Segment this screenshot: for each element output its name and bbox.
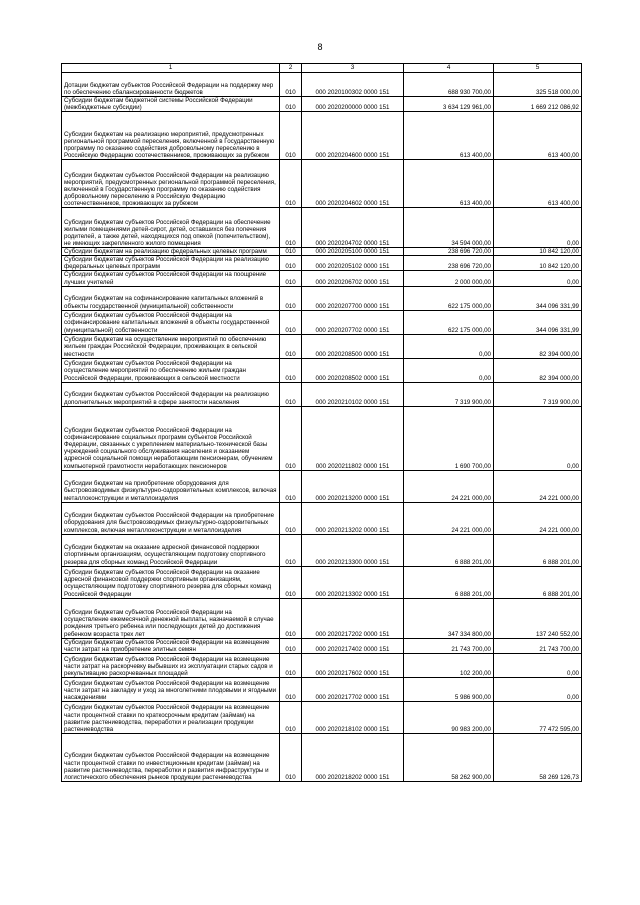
row-line-code: 010 (280, 310, 302, 334)
row-line-code: 010 (280, 73, 302, 97)
row-executed-amount: 24 221 000,00 (494, 470, 582, 502)
row-description: Субсидии бюджетам субъектов Российской Федерации на софинансирование социальных программ субъектов Российской Федерации, связанных с укреплением материально-технической базы учреждений социального обслуживания населения и оказанием адресной социальной помощи неработающим пенсионерам, обучением компьютерной грамотности неработающих пенсионеров (62, 406, 280, 470)
row-description: Субсидии бюджетам субъектов Российской Федерации на осуществление мероприятий по обеспечению жильем граждан Российской Федерации, проживающих в сельской местности (62, 358, 280, 382)
table-row (62, 502, 582, 534)
row-line-code: 010 (280, 334, 302, 358)
row-approved-amount: 3 634 129 961,00 (404, 97, 494, 112)
row-description: Субсидии бюджетам субъектов Российской Федерации на осуществление ежемесячной денежной выплаты, назначаемой в случае рождения третьего ребенка или последующих детей до достижения ребенком возраста трех лет (62, 598, 280, 638)
row-approved-amount: 613 400,00 (404, 112, 494, 160)
row-line-code: 010 (280, 470, 302, 502)
column-header: 5 (494, 64, 582, 73)
row-line-code: 010 (280, 406, 302, 470)
row-line-code: 010 (280, 598, 302, 638)
row-line-code: 010 (280, 358, 302, 382)
table-row (62, 97, 582, 112)
row-budget-code: 000 2020217202 0000 151 (302, 598, 404, 638)
row-budget-code: 000 2020208502 0000 151 (302, 358, 404, 382)
row-description: Субсидии бюджетам субъектов Российской Федерации на возмещение части затрат на приобретение элитных семян (62, 638, 280, 653)
row-description: Субсидии бюджетам субъектов Российской Федерации на возмещение части затрат на раскорчевку выбывших из эксплуатации старых садов и рекультивацию раскорчеванных площадей (62, 653, 280, 677)
table-row (62, 653, 582, 677)
row-budget-code: 000 2020208500 0000 151 (302, 334, 404, 358)
row-description: Субсидии бюджетам на приобретение оборудования для быстровозводимых физкультурно-оздоровительных комплексов, включая металлоконструкции и металлоизделия (62, 470, 280, 502)
row-description: Субсидии бюджетам субъектов Российской Федерации на оказание адресной финансовой поддержки спортивным организациям, осуществляющим подготовку спортивного резерва для сборных команд Российской Федерации (62, 566, 280, 598)
row-approved-amount: 34 594 000,00 (404, 208, 494, 248)
row-line-code: 010 (280, 566, 302, 598)
table-row (62, 256, 582, 271)
row-approved-amount: 622 175 000,00 (404, 310, 494, 334)
column-header: 4 (404, 64, 494, 73)
row-executed-amount: 6 888 201,00 (494, 534, 582, 566)
row-budget-code: 000 2020213200 0000 151 (302, 470, 404, 502)
table-row (62, 310, 582, 334)
row-description: Субсидии бюджетам субъектов Российской Федерации на обеспечение жилыми помещениями детей-сирот, детей, оставшихся без попечения родителей, а также детей, находящихся под опекой (попечительством), не имеющих закрепленного жилого помещения (62, 208, 280, 248)
row-budget-code: 000 2020217702 0000 151 (302, 677, 404, 701)
column-header: 3 (302, 64, 404, 73)
row-line-code: 010 (280, 248, 302, 256)
table-row (62, 160, 582, 208)
row-line-code: 010 (280, 286, 302, 310)
row-approved-amount: 58 262 900,00 (404, 733, 494, 781)
row-budget-code: 000 2020218202 0000 151 (302, 733, 404, 781)
row-executed-amount: 325 518 000,00 (494, 73, 582, 97)
row-line-code: 010 (280, 733, 302, 781)
row-line-code: 010 (280, 160, 302, 208)
row-executed-amount: 0,00 (494, 271, 582, 286)
row-approved-amount: 238 696 720,00 (404, 256, 494, 271)
row-approved-amount: 21 743 700,00 (404, 638, 494, 653)
row-approved-amount: 90 983 200,00 (404, 701, 494, 733)
row-budget-code: 000 2020207700 0000 151 (302, 286, 404, 310)
row-approved-amount: 0,00 (404, 334, 494, 358)
row-approved-amount: 1 690 700,00 (404, 406, 494, 470)
row-executed-amount: 58 269 126,73 (494, 733, 582, 781)
row-executed-amount: 0,00 (494, 677, 582, 701)
row-description: Субсидии бюджетам бюджетной системы Российской Федерации (межбюджетные субсидии) (62, 97, 280, 112)
row-line-code: 010 (280, 534, 302, 566)
table-row (62, 208, 582, 248)
row-executed-amount: 10 842 120,00 (494, 248, 582, 256)
row-executed-amount: 82 394 000,00 (494, 334, 582, 358)
table-row (62, 406, 582, 470)
row-line-code: 010 (280, 638, 302, 653)
row-description: Субсидии бюджетам на оказание адресной финансовой поддержки спортивным организациям, осуществляющим подготовку спортивного резерва для сборных команд Российской Федерации (62, 534, 280, 566)
row-executed-amount: 0,00 (494, 653, 582, 677)
row-executed-amount: 6 888 201,00 (494, 566, 582, 598)
row-budget-code: 000 2020217402 0000 151 (302, 638, 404, 653)
row-approved-amount: 102 200,00 (404, 653, 494, 677)
row-line-code: 010 (280, 653, 302, 677)
row-budget-code: 000 2020205100 0000 151 (302, 248, 404, 256)
row-description: Субсидии бюджетам субъектов Российской Федерации на софинансирование капитальных вложений в объекты государственной (муниципальной) собственности (62, 310, 280, 334)
row-description: Дотации бюджетам субъектов Российской Федерации на поддержку мер по обеспечению сбалансированности бюджетов (62, 73, 280, 97)
row-approved-amount: 6 888 201,00 (404, 566, 494, 598)
row-description: Субсидии бюджетам субъектов Российской Федерации на возмещение части затрат на закладку и уход за многолетними плодовыми и ягодными насаждениями (62, 677, 280, 701)
row-approved-amount: 24 221 000,00 (404, 470, 494, 502)
row-executed-amount: 7 319 900,00 (494, 382, 582, 406)
row-line-code: 010 (280, 256, 302, 271)
row-budget-code: 000 2020213300 0000 151 (302, 534, 404, 566)
row-budget-code: 000 2020211802 0000 151 (302, 406, 404, 470)
budget-table (61, 63, 582, 782)
row-description: Субсидии бюджетам на реализацию федеральных целевых программ (62, 248, 280, 256)
row-executed-amount: 613 400,00 (494, 160, 582, 208)
table-row (62, 598, 582, 638)
table-row (62, 470, 582, 502)
column-header: 1 (62, 64, 280, 73)
row-budget-code: 000 2020217602 0000 151 (302, 653, 404, 677)
row-budget-code: 000 2020204602 0000 151 (302, 160, 404, 208)
row-description: Субсидии бюджетам субъектов Российской Федерации на приобретение оборудования для быстровозводимых физкультурно-оздоровительных комплексов, включая металлоконструкции и металлоизделия (62, 502, 280, 534)
row-executed-amount: 21 743 700,00 (494, 638, 582, 653)
table-row (62, 534, 582, 566)
row-budget-code: 000 2020205102 0000 151 (302, 256, 404, 271)
table-row (62, 271, 582, 286)
row-executed-amount: 613 400,00 (494, 112, 582, 160)
row-approved-amount: 613 400,00 (404, 160, 494, 208)
row-description: Субсидии бюджетам на софинансирование капитальных вложений в объекты государственной (муниципальной) собственности (62, 286, 280, 310)
row-approved-amount: 238 696 720,00 (404, 248, 494, 256)
row-line-code: 010 (280, 97, 302, 112)
row-description: Субсидии бюджетам субъектов Российской Федерации на возмещение части процентной ставки по краткосрочным кредитам (займам) на развитие растениеводства, переработки и реализации продукции растениеводства (62, 701, 280, 733)
row-budget-code: 000 2020204702 0000 151 (302, 208, 404, 248)
row-description: Субсидии бюджетам субъектов Российской Федерации на реализацию мероприятий, предусмотренных региональной программой переселения, включенной в Государственную программу по оказанию содействия добровольному переселению в Российскую Федерацию соотечественников, проживающих за рубежом (62, 160, 280, 208)
row-executed-amount: 82 394 000,00 (494, 358, 582, 382)
row-line-code: 010 (280, 271, 302, 286)
row-line-code: 010 (280, 208, 302, 248)
row-approved-amount: 347 334 800,00 (404, 598, 494, 638)
row-executed-amount: 344 096 331,99 (494, 286, 582, 310)
row-description: Субсидии бюджетам на реализацию мероприятий, предусмотренных региональной программой переселения, включенной в Государственную программу по оказанию содействия добровольному переселению в Российскую Федерацию соотечественников, проживающих за рубежом (62, 112, 280, 160)
row-line-code: 010 (280, 502, 302, 534)
table-row (62, 638, 582, 653)
table-header-row (62, 64, 582, 73)
row-executed-amount: 24 221 000,00 (494, 502, 582, 534)
row-budget-code: 000 2020218102 0000 151 (302, 701, 404, 733)
row-approved-amount: 5 986 900,00 (404, 677, 494, 701)
row-executed-amount: 77 472 595,00 (494, 701, 582, 733)
row-executed-amount: 10 842 120,00 (494, 256, 582, 271)
row-budget-code: 000 2020204600 0000 151 (302, 112, 404, 160)
page-number: 8 (317, 42, 323, 52)
column-header: 2 (280, 64, 302, 73)
row-approved-amount: 7 319 900,00 (404, 382, 494, 406)
table-row (62, 677, 582, 701)
row-line-code: 010 (280, 382, 302, 406)
row-description: Субсидии бюджетам субъектов Российской Федерации на поощрение лучших учителей (62, 271, 280, 286)
row-executed-amount: 1 669 212 086,92 (494, 97, 582, 112)
row-line-code: 010 (280, 701, 302, 733)
table-row (62, 73, 582, 97)
row-description: Субсидии бюджетам субъектов Российской Федерации на возмещение части процентной ставки по инвестиционным кредитам (займам) на развитие растениеводства, переработки и развития инфраструктуры и логистического обеспечения рынков продукции растениеводства (62, 733, 280, 781)
row-budget-code: 000 2020210102 0000 151 (302, 382, 404, 406)
row-approved-amount: 24 221 000,00 (404, 502, 494, 534)
row-budget-code: 000 2020100302 0000 151 (302, 73, 404, 97)
row-executed-amount: 344 096 331,99 (494, 310, 582, 334)
table-row (62, 701, 582, 733)
row-executed-amount: 137 240 552,00 (494, 598, 582, 638)
row-description: Субсидии бюджетам субъектов Российской Федерации на реализацию дополнительных мероприятий в сфере занятости населения (62, 382, 280, 406)
row-line-code: 010 (280, 677, 302, 701)
row-approved-amount: 0,00 (404, 358, 494, 382)
table-row (62, 112, 582, 160)
row-budget-code: 000 2020213302 0000 151 (302, 566, 404, 598)
row-executed-amount: 0,00 (494, 406, 582, 470)
row-budget-code: 000 2020213202 0000 151 (302, 502, 404, 534)
row-approved-amount: 688 930 700,00 (404, 73, 494, 97)
row-description: Субсидии бюджетам субъектов Российской Федерации на реализацию федеральных целевых программ (62, 256, 280, 271)
table-row (62, 733, 582, 781)
row-budget-code: 000 2020206702 0000 151 (302, 271, 404, 286)
row-budget-code: 000 2020207702 0000 151 (302, 310, 404, 334)
table-row (62, 286, 582, 310)
table-row (62, 382, 582, 406)
row-description: Субсидии бюджетам на осуществление мероприятий по обеспечению жильем граждан Российской Федерации, проживающих в сельской местности (62, 334, 280, 358)
table-row (62, 248, 582, 256)
row-budget-code: 000 2020200000 0000 151 (302, 97, 404, 112)
row-executed-amount: 0,00 (494, 208, 582, 248)
table-row (62, 566, 582, 598)
table-row (62, 334, 582, 358)
row-approved-amount: 622 175 000,00 (404, 286, 494, 310)
row-approved-amount: 2 000 000,00 (404, 271, 494, 286)
row-approved-amount: 6 888 201,00 (404, 534, 494, 566)
row-line-code: 010 (280, 112, 302, 160)
table-row (62, 358, 582, 382)
